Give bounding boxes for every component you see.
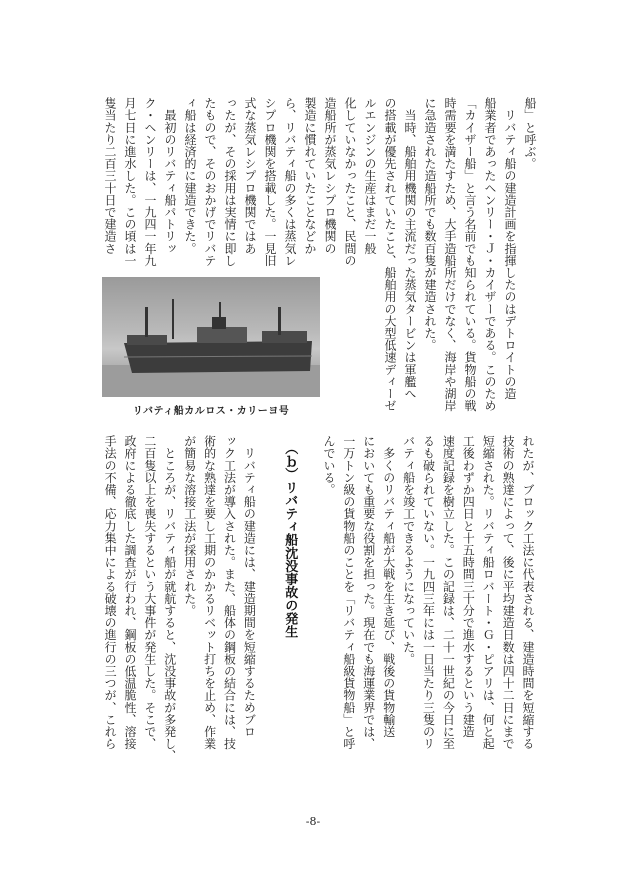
text-column: るも破られていない。一九四三年には一日当たり三隻のリ [421,435,436,750]
text-column: バティ船を竣工できるようになっていた。 [401,435,416,665]
text-column: 技術の熟達によって、後に平均建造日数は四十二日にまで [501,435,516,750]
text-column: んでいる。 [322,435,336,496]
section-heading: （ｂ）リバティ船沈没事故の発生 [282,435,298,639]
text-column: 月七日に進水した。この頃は一 [123,97,137,267]
text-column: ク・ヘンリーは、一九四一年九 [143,97,157,267]
text-column: 製造に慣れていたことなどか [303,97,317,255]
text-column: 術的な熟達を要し工期のかかるリベット打ちを止め、作業 [202,435,217,750]
text-column: 「カイザー船」と言う名前でも知られている。貨物船の戦 [463,97,477,412]
text-column: 船」と呼ぶ。 [523,97,537,170]
text-column: 二百隻以上を喪失するという大事件が発生した。そこで、 [142,435,157,750]
text-column: リバティ船の建造計画を指揮したのはデトロイトの造 [503,97,517,400]
text-column: 最初のリバティ船パトリッ [163,97,177,255]
text-column: の搭載が優先されていたこと、船舶用の大型低速ディーゼ [383,97,397,412]
text-column: 造船所が蒸気レシプロ機関の [323,97,337,255]
text-column: ック工法が導入された。また、船体の鋼板の結合には、技 [222,435,237,750]
text-column: ったが、その採用は実情に即し [223,97,237,267]
text-column: が簡易な溶接工法が採用された。 [182,435,197,617]
text-column: 隻当たり二百三十日で建造さ [103,97,117,255]
text-column: ら、リバティ船の多くは蒸気レ [283,97,297,267]
text-column: シプロ機関を搭載した。一見旧 [263,97,277,267]
text-column: 時需要を満たすため、大手造船所だけでなく、海岸や湖岸 [443,97,457,412]
text-column: 工後わずか四日と十五時間三十分で進水するという建造 [461,435,476,738]
text-column: 当時、船舶用機関の主流だった蒸気タービンは軍艦へ [403,97,417,400]
text-column: 短縮された。リバティ船ロバート・Ｇ・ピアリは、何と起 [481,435,496,750]
text-column: 手法の不備、応力集中による破壊の進行の三つが、これら [103,435,118,750]
text-column: に急造された造船所でも数百隻が建造された。 [423,97,437,352]
text-column: 船業者であったヘンリー・Ｊ・カイザーである。このため [483,97,497,412]
text-column: ルエンジンの生産はまだ一般 [363,97,377,255]
text-column: 式な蒸気レシプロ機関ではあ [243,97,257,255]
text-column: ところが、リバティ船が就航すると、沈没事故が多発し、 [162,435,177,762]
text-column: においても重要な役割を担った。現在でも海運業界では、 [361,435,376,750]
text-column: 一万トン級の貨物船のことを「リバティ船級貨物船」と呼 [341,435,356,750]
text-column: ィ船は経済的に建造できた。 [183,97,197,255]
text-column: 速度記録を樹立した。この記録は、二十一世紀の今日に至 [441,435,456,750]
text-column: 化していなかったこと、民間の [343,97,357,267]
text-column: 政府による徹底した調査が行われ、鋼板の低温脆性、溶接 [123,435,137,750]
ship-photo [102,277,320,397]
photo-caption: リバティ船カルロス・カリーヨ号 [132,406,290,417]
page-number: -8- [305,815,321,828]
ship-silhouette-icon [102,277,320,397]
text-column: 多くのリバティ船が大戦を生き延び、戦後の貨物輸送 [381,435,396,738]
text-column: たもので、そのおかげでリバテ [203,97,217,267]
text-column: れたが、ブロック工法に代表される、建造時間を短縮する [521,435,535,750]
text-column: リバティ船の建造には、建造期間を短縮するためブロ [242,435,257,738]
